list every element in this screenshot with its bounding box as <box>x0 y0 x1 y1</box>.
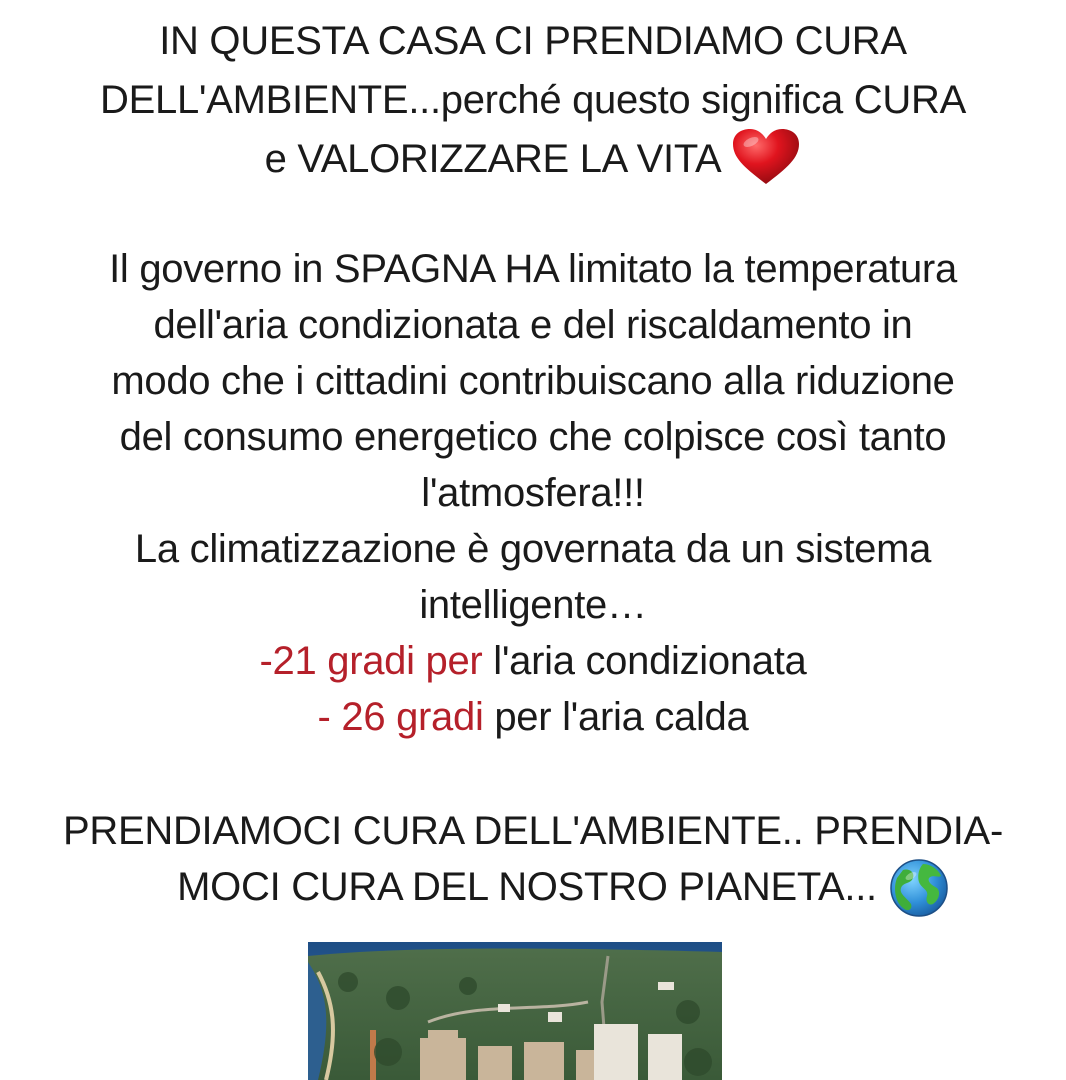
heading-line-3-text: e VALORIZZARE LA VITA <box>264 137 722 181</box>
globe-icon <box>889 858 949 918</box>
temp-warm-rest: per l'aria calda <box>483 695 749 739</box>
body-line-6: La climatizzazione è governata da un sistema <box>134 527 932 571</box>
temp-cool-rest: l'aria condizionata <box>482 639 807 683</box>
body-line-7: intelligente… <box>419 583 647 627</box>
closing-line-1: PRENDIAMOCI CURA DELL'AMBIENTE.. PRENDIA- <box>63 809 1003 853</box>
body-line-2: dell'aria condizionata e del riscaldamento in <box>153 303 913 347</box>
temp-cool-highlight: -21 gradi per <box>259 639 483 683</box>
heading-line-3 <box>0 128 1066 186</box>
body-line-3: modo che i cittadini contribuiscano alla riduzione <box>111 359 955 403</box>
heading-line-1: IN QUESTA CASA CI PRENDIAMO CURA <box>159 19 907 63</box>
body-line-5: l'atmosfera!!! <box>421 471 645 515</box>
closing-line-2 <box>0 858 1066 918</box>
aerial-coast-photo <box>308 942 722 1080</box>
body-line-4: del consumo energetico che colpisce così tanto <box>119 415 947 459</box>
heading-line-2: DELL'AMBIENTE...perché questo significa CURA <box>100 78 966 122</box>
temp-cool-line <box>0 634 1066 688</box>
closing-line-2-text: MOCI CURA DEL NOSTRO PIANETA... <box>177 865 877 909</box>
temp-warm-line <box>0 690 1066 744</box>
body-line-1: Il governo in SPAGNA HA limitato la temperatura <box>109 247 957 291</box>
heart-icon <box>731 128 801 186</box>
temp-warm-highlight: - 26 gradi <box>317 695 484 739</box>
